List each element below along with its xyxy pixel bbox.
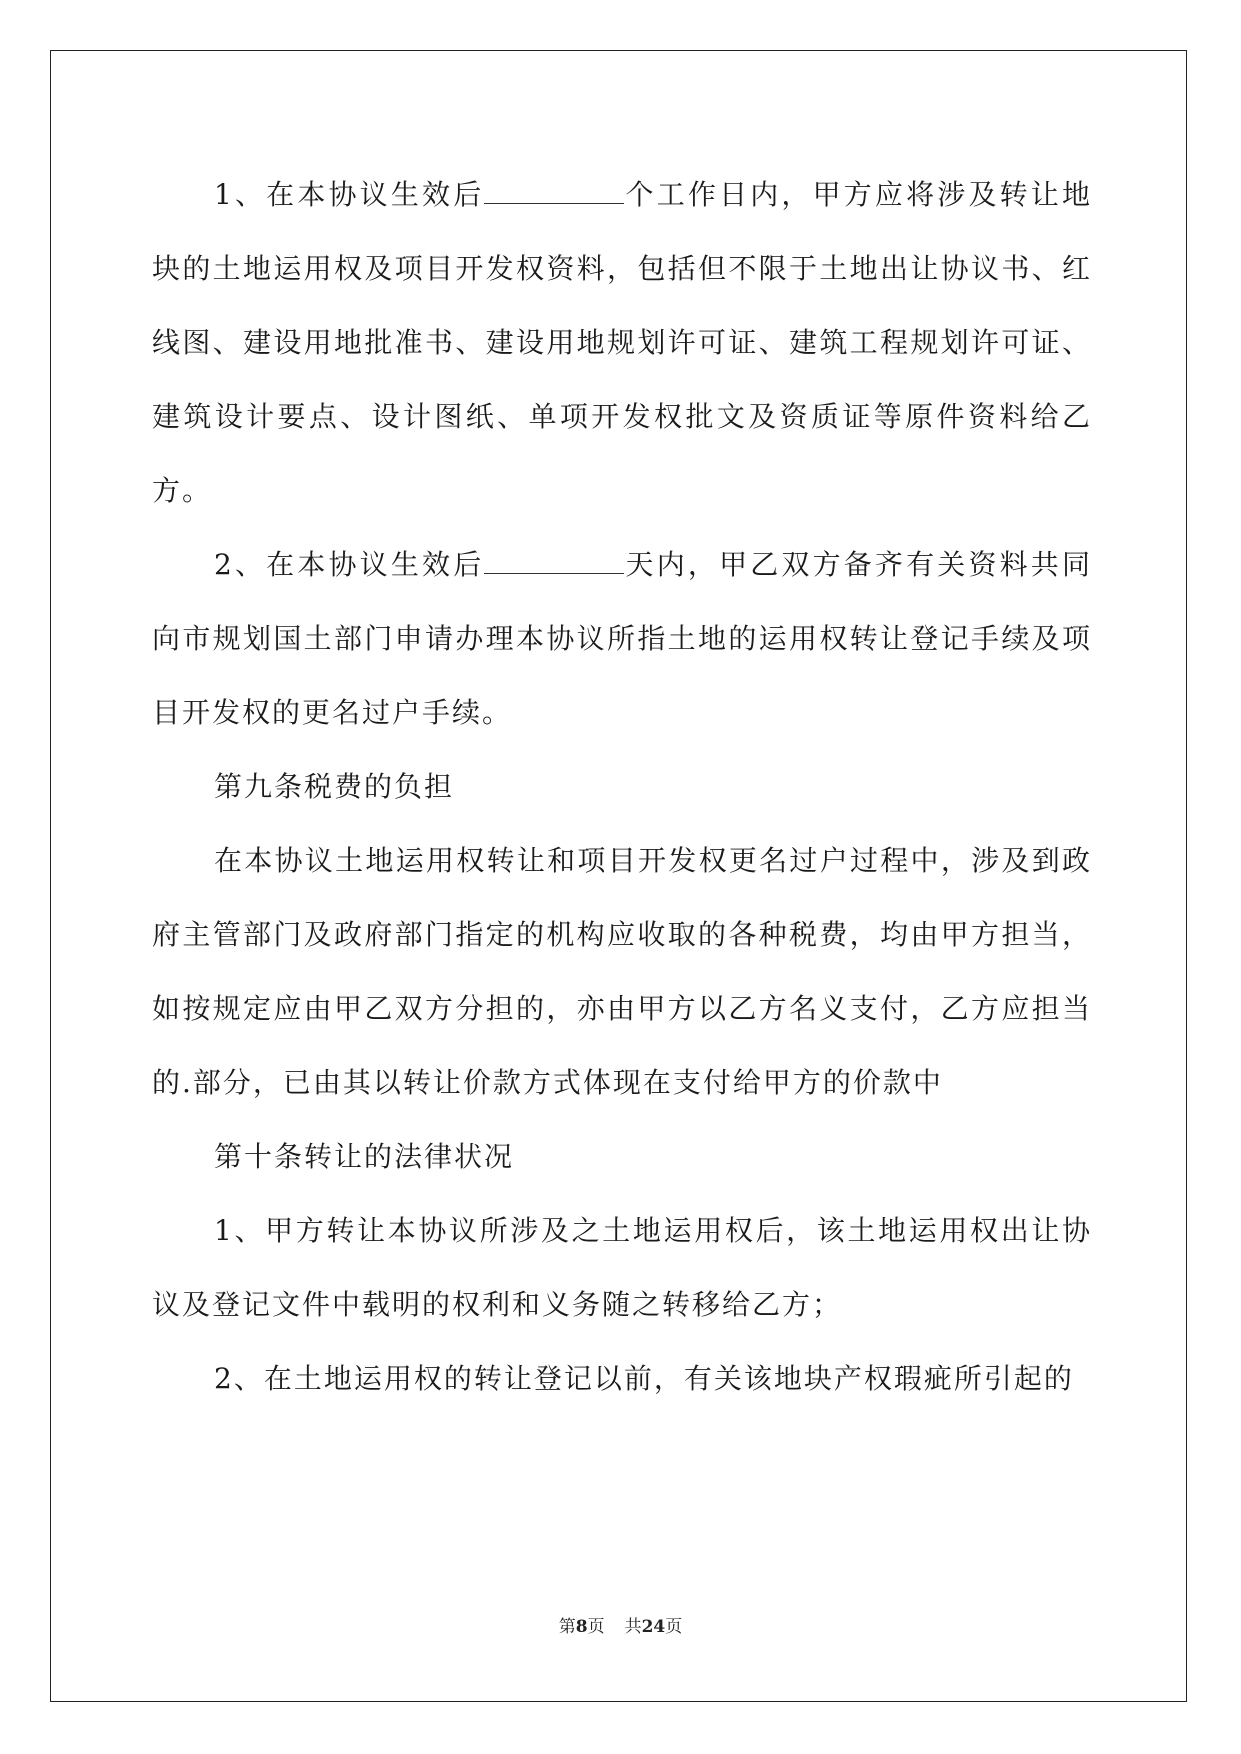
clause-10-item-1: 1、甲方转让本协议所涉及之土地运用权后，该土地运用权出让协议及登记文件中载明的权利和义务随之转移给乙方； <box>152 1214 1092 1321</box>
page-prefix: 第 <box>558 1617 576 1637</box>
clause-8-item-2 <box>152 528 1092 750</box>
page-number: 8 <box>575 1617 588 1637</box>
fill-in-blank <box>484 181 624 204</box>
document-body <box>152 158 1092 1416</box>
clause-9-heading: 第九条税费的负担 <box>214 770 455 803</box>
clause-8-item-1 <box>152 158 1092 528</box>
paragraph-text: 个工作日内，甲方应将涉及转让地块的土地运用权及项目开发权资料，包括但不限于土地出让协议书、红线图、建设用地批准书、建设用地规划许可证、建筑工程规划许可证、建筑设计要点、设计图纸、单项开发权批文及资质证等原件资料给乙方。 <box>152 178 1092 507</box>
paragraph-text: 天内，甲乙双方备齐有关资料共同向市规划国土部门申请办理本协议所指土地的运用权转让登记手续及项目开发权的更名过户手续。 <box>152 548 1092 729</box>
clause-10-heading: 第十条转让的法律状况 <box>214 1140 515 1173</box>
paragraph-text: 1、在本协议生效后 <box>214 178 485 211</box>
page-suffix: 页 <box>587 1617 605 1637</box>
clause-9-body: 在本协议土地运用权转让和项目开发权更名过户过程中，涉及到政府主管部门及政府部门指定的机构应收取的各种税费，均由甲方担当，如按规定应由甲乙双方分担的，亦由甲方以乙方名义支付，乙方应担当的.部分，已由其以转让价款方式体现在支付给甲方的价款中 <box>152 844 1092 1099</box>
clause-10-item-2: 2、在土地运用权的转让登记以前，有关该地块产权瑕疵所引起的 <box>214 1362 1074 1395</box>
total-prefix: 共 <box>624 1617 642 1637</box>
fill-in-blank <box>484 551 624 574</box>
total-suffix: 页 <box>665 1617 683 1637</box>
total-pages: 24 <box>641 1617 666 1637</box>
page-footer <box>0 1612 1241 1637</box>
paragraph-text: 2、在本协议生效后 <box>214 548 485 581</box>
